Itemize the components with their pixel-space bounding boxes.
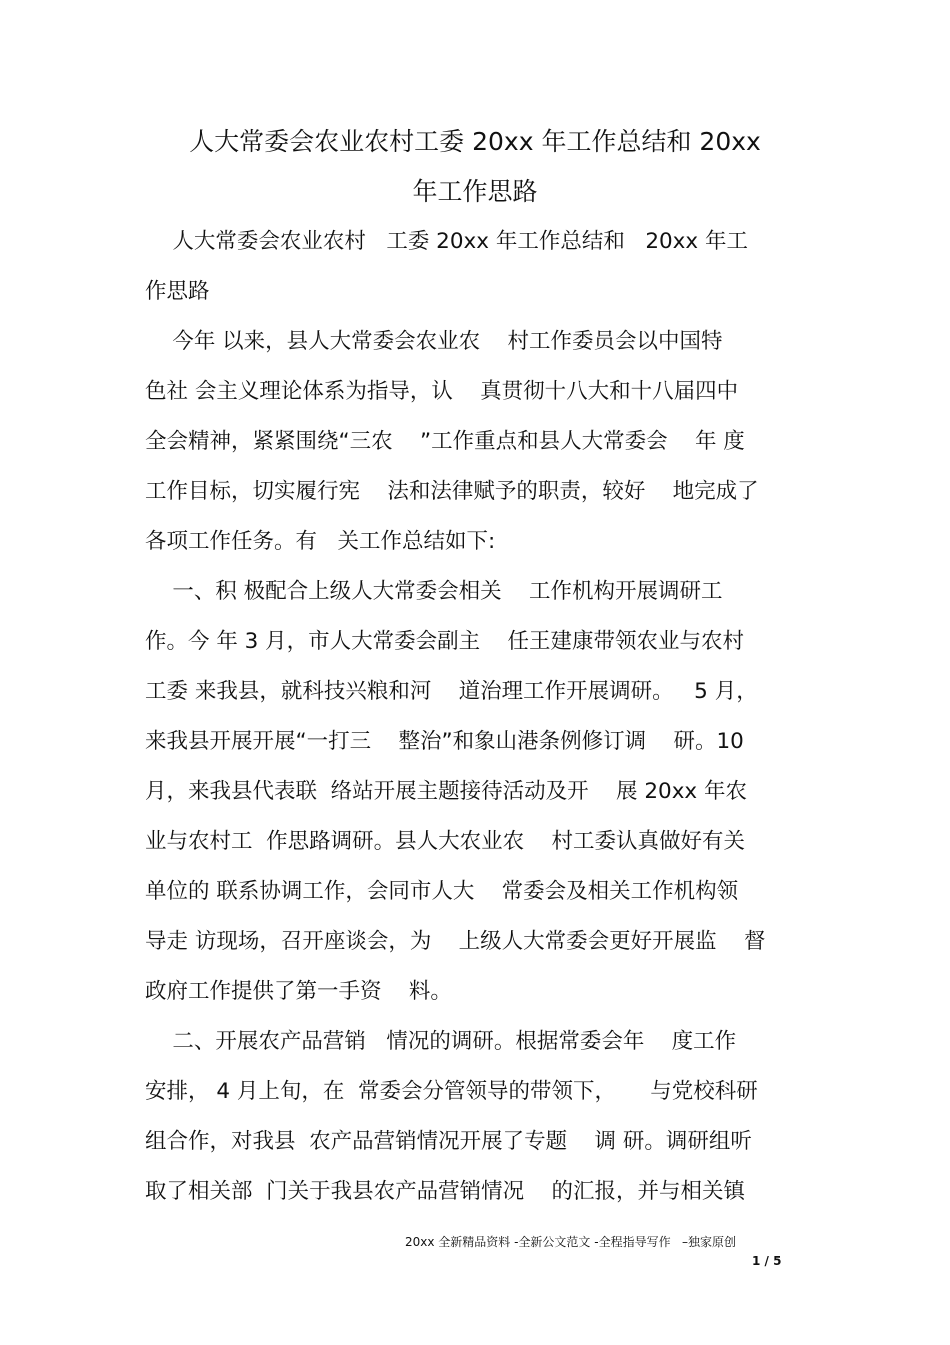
body-text-line: 月，来我县代表联 络站开展主题接待活动及开 展 20xx 年农 [145,779,747,804]
body-text-line: 各项工作任务。有 关工作总结如下: [145,529,496,554]
body-text-line: 工作目标，切实履行宪 法和法律赋予的职责，较好 地完成了 [145,479,759,504]
footer-note: 20xx 全新精品资料 -全新公文范文 -全程指导写作 –独家原创 [405,1235,737,1249]
body-text-line: 工委 来我县，就科技兴粮和河 道治理工作开展调研。 5 月， [145,679,758,704]
page-number: 1 / 5 [752,1254,782,1268]
body-text-line: 作思路 [145,279,210,304]
body-text-line: 二、开展农产品营销 情况的调研。根据常委会年 度工作 [145,1029,737,1054]
body-text-line: 单位的 联系协调工作，会同市人大 常委会及相关工作机构领 [145,879,739,904]
body-text-line: 全会精神，紧紧围绕“三农 ”工作重点和县人大常委会 年 度 [145,429,745,454]
body-text-line: 一、积 极配合上级人大常委会相关 工作机构开展调研工 [145,579,723,604]
document-title-line-1: 人大常委会农业农村工委 20xx 年工作总结和 20xx [189,127,761,156]
body-text-line: 业与农村工 作思路调研。县人大农业农 村工委认真做好有关 [145,829,746,854]
body-text-line: 色社 会主义理论体系为指导，认 真贯彻十八大和十八届四中 [145,379,739,404]
body-text-line: 组合作，对我县 农产品营销情况开展了专题 调 研。调研组听 [145,1129,752,1154]
body-text-line: 取了相关部 门关于我县农产品营销情况 的汇报，并与相关镇 [145,1179,746,1204]
body-text-line: 今年 以来，县人大常委会农业农 村工作委员会以中国特 [145,329,723,354]
body-text-line: 人大常委会农业农村 工委 20xx 年工作总结和 20xx 年工 [145,229,748,254]
body-text-line: 作。今 年 3 月，市人大常委会副主 任王建康带领农业与农村 [145,629,745,654]
body-text-line: 导走 访现场，召开座谈会，为 上级人大常委会更好开展监 督 [145,929,766,954]
document-title-line-2: 年工作思路 [412,177,538,206]
body-text-line: 政府工作提供了第一手资 料。 [145,979,452,1004]
body-text-line: 安排， 4 月上旬，在 常委会分管领导的带领下， 与党校科研 [145,1079,758,1104]
body-text-line: 来我县开展开展“一打三 整治”和象山港条例修订调 研。10 [145,729,744,754]
